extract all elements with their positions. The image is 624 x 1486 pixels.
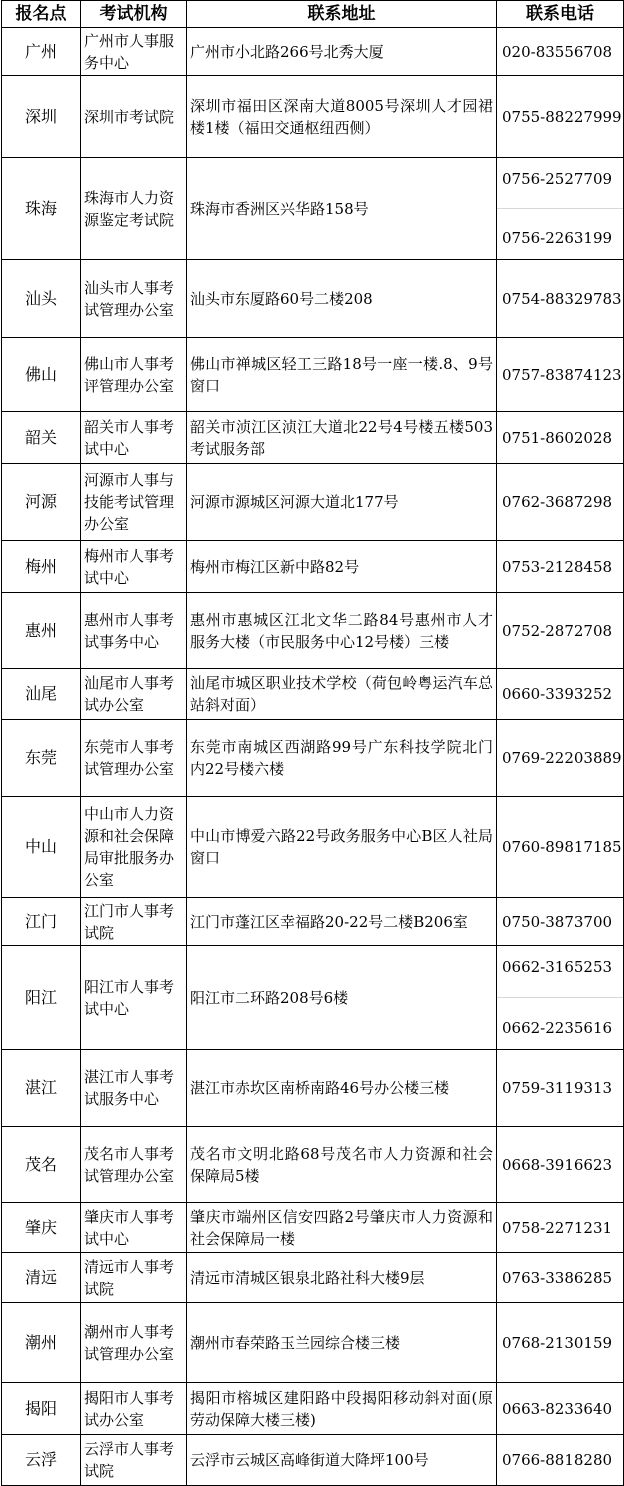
- table-row: [2, 946, 624, 1050]
- phone-cell: [497, 1127, 624, 1203]
- org-cell: 茂名市人事考试管理办公室: [81, 1127, 187, 1203]
- city-cell: 清远: [2, 1253, 81, 1303]
- phone-cell: [497, 76, 624, 158]
- org-cell: 惠州市人事考试事务中心: [81, 593, 187, 669]
- city-cell: 梅州: [2, 541, 81, 593]
- phone-cell: [497, 946, 624, 1050]
- address-cell: 广州市小北路266号北秀大厦: [187, 28, 497, 76]
- city-cell: 茂名: [2, 1127, 81, 1203]
- org-cell: 云浮市人事考试院: [81, 1435, 187, 1486]
- table-row: [2, 898, 624, 946]
- address-cell: 汕头市东厦路60号二楼208: [187, 260, 497, 338]
- header-row: [2, 1, 624, 28]
- city-cell: 肇庆: [2, 1203, 81, 1253]
- address-cell: 梅州市梅江区新中路82号: [187, 541, 497, 593]
- phone-cell: [497, 1203, 624, 1253]
- header-org: 考试机构: [81, 1, 187, 28]
- table-row: [2, 797, 624, 898]
- table-row: [2, 1383, 624, 1435]
- phone-number: 0755-88227999: [502, 107, 622, 126]
- phone-cell: [497, 669, 624, 720]
- org-cell: 潮州市人事考试管理办公室: [81, 1303, 187, 1383]
- phone-cell: [497, 260, 624, 338]
- phone-number: 0763-3386285: [502, 1268, 613, 1287]
- phone-number: 0753-2128458: [502, 557, 613, 576]
- city-cell: 佛山: [2, 338, 81, 412]
- org-cell: 佛山市人事考评管理办公室: [81, 338, 187, 412]
- address-cell: 韶关市浈江区浈江大道北22号4号楼五楼503考试服务部: [187, 412, 497, 464]
- address-cell: 珠海市香洲区兴华路158号: [187, 158, 497, 260]
- org-cell: 梅州市人事考试中心: [81, 541, 187, 593]
- address-cell: 中山市博爱六路22号政务服务中心B区人社局窗口: [187, 797, 497, 898]
- phone-cell: [497, 412, 624, 464]
- phone-number: 0751-8602028: [502, 428, 613, 447]
- table-row: [2, 1050, 624, 1127]
- phone-number: 0769-22203889: [502, 749, 622, 767]
- phone-cell: [497, 720, 624, 797]
- org-cell: 珠海市人力资源鉴定考试院: [81, 158, 187, 260]
- table-row: [2, 720, 624, 797]
- address-cell: 东莞市南城区西湖路99号广东科技学院北门内22号楼六楼: [187, 720, 497, 797]
- address-cell: 深圳市福田区深南大道8005号深圳人才园裙楼1楼（福田交通枢纽西侧）: [187, 76, 497, 158]
- address-cell: 清远市清城区银泉北路社科大楼9层: [187, 1253, 497, 1303]
- org-cell: 河源市人事与技能考试管理办公室: [81, 464, 187, 541]
- city-cell: 江门: [2, 898, 81, 946]
- phone-number: 0662-2235616: [502, 1019, 613, 1037]
- table-row: [2, 1435, 624, 1486]
- phone-number: 0668-3916623: [502, 1155, 613, 1174]
- phone-cell: [497, 541, 624, 593]
- org-cell: 深圳市考试院: [81, 76, 187, 158]
- address-cell: 潮州市春荣路玉兰园综合楼三楼: [187, 1303, 497, 1383]
- phone-cell: [497, 1383, 624, 1435]
- address-cell: 云浮市云城区高峰街道大降坪100号: [187, 1435, 497, 1486]
- address-cell: 肇庆市端州区信安四路2号肇庆市人力资源和社会保障局一楼: [187, 1203, 497, 1253]
- org-cell: 阳江市人事考试中心: [81, 946, 187, 1050]
- phone-number: 0662-3165253: [502, 958, 613, 976]
- table-row: [2, 1127, 624, 1203]
- table-row: [2, 260, 624, 338]
- phone-cell: [497, 898, 624, 946]
- header-city: 报名点: [2, 1, 81, 28]
- exam-contact-table: [1, 0, 624, 1486]
- org-cell: 清远市人事考试院: [81, 1253, 187, 1303]
- city-cell: 广州: [2, 28, 81, 76]
- org-cell: 东莞市人事考试管理办公室: [81, 720, 187, 797]
- city-cell: 潮州: [2, 1303, 81, 1383]
- header-address: 联系地址: [187, 1, 497, 28]
- phone-number: 0750-3873700: [502, 912, 613, 931]
- phone-cell: [497, 464, 624, 541]
- city-cell: 东莞: [2, 720, 81, 797]
- phone-cell: [497, 1050, 624, 1127]
- phone-number: 0760-89817185: [502, 838, 622, 856]
- org-cell: 韶关市人事考试中心: [81, 412, 187, 464]
- phone-cell: [497, 1253, 624, 1303]
- org-cell: 广州市人事服务中心: [81, 28, 187, 76]
- city-cell: 韶关: [2, 412, 81, 464]
- phone-number: 0757-83874123: [502, 365, 622, 384]
- phone-number: 020-83556708: [502, 42, 613, 61]
- phone-number: 0766-8818280: [502, 1451, 613, 1469]
- phone-number: 0663-8233640: [502, 1399, 613, 1418]
- org-cell: 揭阳市人事考试办公室: [81, 1383, 187, 1435]
- address-cell: 阳江市二环路208号6楼: [187, 946, 497, 1050]
- table-row: [2, 28, 624, 76]
- address-cell: 佛山市禅城区轻工三路18号一座一楼.8、9号窗口: [187, 338, 497, 412]
- address-cell: 茂名市文明北路68号茂名市人力资源和社会保障局5楼: [187, 1127, 497, 1203]
- table-row: [2, 669, 624, 720]
- address-cell: 湛江市赤坎区南桥南路46号办公楼三楼: [187, 1050, 497, 1127]
- phone-number: 0762-3687298: [502, 493, 613, 511]
- table-row: [2, 1253, 624, 1303]
- city-cell: 阳江: [2, 946, 81, 1050]
- phone-number: 0759-3119313: [502, 1079, 613, 1097]
- address-cell: 河源市源城区河源大道北177号: [187, 464, 497, 541]
- table-body: [2, 28, 624, 1486]
- org-cell: 汕尾市人事考试办公室: [81, 669, 187, 720]
- city-cell: 云浮: [2, 1435, 81, 1486]
- phone-cell: [497, 28, 624, 76]
- phone-cell: [497, 797, 624, 898]
- address-cell: 揭阳市榕城区建阳路中段揭阳移动斜对面(原劳动保障大楼三楼): [187, 1383, 497, 1435]
- phone-number: 0756-2263199: [502, 229, 613, 248]
- table-row: [2, 1303, 624, 1383]
- org-cell: 肇庆市人事考试中心: [81, 1203, 187, 1253]
- table-row: [2, 76, 624, 158]
- city-cell: 湛江: [2, 1050, 81, 1127]
- phone-cell: [497, 338, 624, 412]
- address-cell: 江门市蓬江区幸福路20-22号二楼B206室: [187, 898, 497, 946]
- phone-cell: [497, 158, 624, 260]
- header-phone: 联系电话: [497, 1, 624, 28]
- phone-number: 0768-2130159: [502, 1333, 613, 1352]
- org-cell: 湛江市人事考试服务中心: [81, 1050, 187, 1127]
- org-cell: 中山市人力资源和社会保障局审批服务办公室: [81, 797, 187, 898]
- phone-number: 0756-2527709: [502, 169, 613, 188]
- address-cell: 惠州市惠城区江北文华二路84号惠州市人才服务大楼（市民服务中心12号楼）三楼: [187, 593, 497, 669]
- address-cell: 汕尾市城区职业技术学校（荷包岭粤运汽车总站斜对面）: [187, 669, 497, 720]
- table-row: [2, 158, 624, 260]
- table-row: [2, 541, 624, 593]
- city-cell: 揭阳: [2, 1383, 81, 1435]
- city-cell: 河源: [2, 464, 81, 541]
- phone-number: 0758-2271231: [502, 1218, 613, 1237]
- table-row: [2, 412, 624, 464]
- phone-cell: [497, 1303, 624, 1383]
- phone-number: 0752-2872708: [502, 621, 613, 640]
- table-row: [2, 1203, 624, 1253]
- table-row: [2, 338, 624, 412]
- city-cell: 深圳: [2, 76, 81, 158]
- phone-number: 0660-3393252: [502, 685, 613, 703]
- city-cell: 惠州: [2, 593, 81, 669]
- phone-cell: [497, 593, 624, 669]
- phone-cell: [497, 1435, 624, 1486]
- city-cell: 中山: [2, 797, 81, 898]
- table-row: [2, 593, 624, 669]
- org-cell: 江门市人事考试院: [81, 898, 187, 946]
- table-row: [2, 464, 624, 541]
- city-cell: 珠海: [2, 158, 81, 260]
- phone-number: 0754-88329783: [502, 289, 622, 308]
- city-cell: 汕头: [2, 260, 81, 338]
- org-cell: 汕头市人事考试管理办公室: [81, 260, 187, 338]
- city-cell: 汕尾: [2, 669, 81, 720]
